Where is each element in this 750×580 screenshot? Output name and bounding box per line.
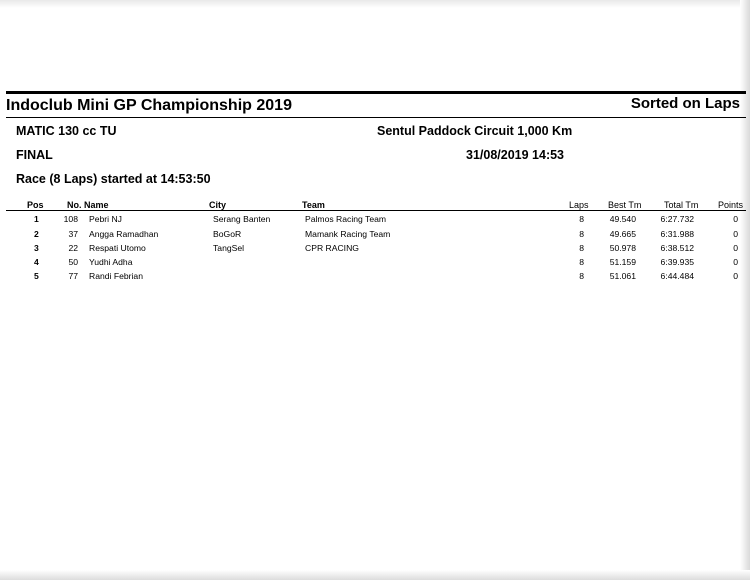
col-header-no-name: No. Name <box>67 200 109 210</box>
col-header-best-tm: Best Tm <box>608 200 642 210</box>
cell-points: 0 <box>733 257 738 267</box>
cell-laps: 8 <box>579 271 584 281</box>
cell-no: 22 <box>68 243 78 253</box>
col-header-team: Team <box>302 200 325 210</box>
table-row <box>0 229 750 243</box>
cell-no: 77 <box>68 271 78 281</box>
cell-laps: 8 <box>579 243 584 253</box>
cell-laps: 8 <box>579 257 584 267</box>
cell-best-tm: 51.159 <box>609 257 636 267</box>
cell-name: Randi Febrian <box>89 271 143 281</box>
cell-name: Yudhi Adha <box>89 257 133 267</box>
cell-best-tm: 50.978 <box>609 243 636 253</box>
cell-name: Angga Ramadhan <box>89 229 159 239</box>
cell-points: 0 <box>733 214 738 224</box>
cell-no: 37 <box>68 229 78 239</box>
class-name: MATIC 130 cc TU <box>16 124 117 138</box>
session-name: FINAL <box>16 148 53 162</box>
col-header-points: Points <box>718 200 744 210</box>
event-datetime: 31/08/2019 14:53 <box>466 148 565 162</box>
page-shadow-top <box>0 0 750 8</box>
cell-team: Palmos Racing Team <box>305 214 387 224</box>
circuit-name: Sentul Paddock Circuit 1,000 Km <box>377 124 573 138</box>
cell-best-tm: 51.061 <box>609 271 636 281</box>
table-row <box>0 271 750 285</box>
cell-no: 108 <box>63 214 78 224</box>
cell-total-tm: 6:44.484 <box>660 271 694 281</box>
col-header-laps: Laps <box>569 200 589 210</box>
cell-pos: 3 <box>34 243 39 253</box>
page-edge-bottom <box>0 570 750 580</box>
title-rule <box>6 117 746 118</box>
table-row <box>0 243 750 257</box>
cell-laps: 8 <box>579 229 584 239</box>
cell-total-tm: 6:38.512 <box>660 243 694 253</box>
col-header-pos: Pos <box>27 200 44 210</box>
cell-pos: 2 <box>34 229 39 239</box>
page-edge-right <box>740 0 750 580</box>
page-title: Indoclub Mini GP Championship 2019 <box>6 97 292 114</box>
race-start: Race (8 Laps) started at 14:53:50 <box>16 172 211 186</box>
cell-points: 0 <box>733 229 738 239</box>
cell-team: Mamank Racing Team <box>305 229 391 239</box>
cell-pos: 5 <box>34 271 39 281</box>
cell-city: TangSel <box>213 243 245 253</box>
header-rule <box>6 210 746 211</box>
col-header-city: City <box>209 200 227 210</box>
cell-team: CPR RACING <box>305 243 359 253</box>
col-header-total-tm: Total Tm <box>664 200 699 210</box>
cell-pos: 1 <box>34 214 39 224</box>
table-row <box>0 257 750 271</box>
cell-name: Pebri NJ <box>89 214 122 224</box>
cell-laps: 8 <box>579 214 584 224</box>
cell-name: Respati Utomo <box>89 243 146 253</box>
cell-best-tm: 49.665 <box>609 229 636 239</box>
cell-city: BoGoR <box>213 229 242 239</box>
table-row <box>0 214 750 228</box>
cell-no: 50 <box>68 257 78 267</box>
top-rule <box>6 91 746 94</box>
cell-pos: 4 <box>34 257 39 267</box>
cell-total-tm: 6:31.988 <box>660 229 694 239</box>
cell-total-tm: 6:39.935 <box>660 257 694 267</box>
cell-points: 0 <box>733 271 738 281</box>
cell-points: 0 <box>733 243 738 253</box>
cell-total-tm: 6:27.732 <box>660 214 694 224</box>
cell-city: Serang Banten <box>213 214 271 224</box>
cell-best-tm: 49.540 <box>609 214 636 224</box>
sort-label: Sorted on Laps <box>630 95 740 112</box>
